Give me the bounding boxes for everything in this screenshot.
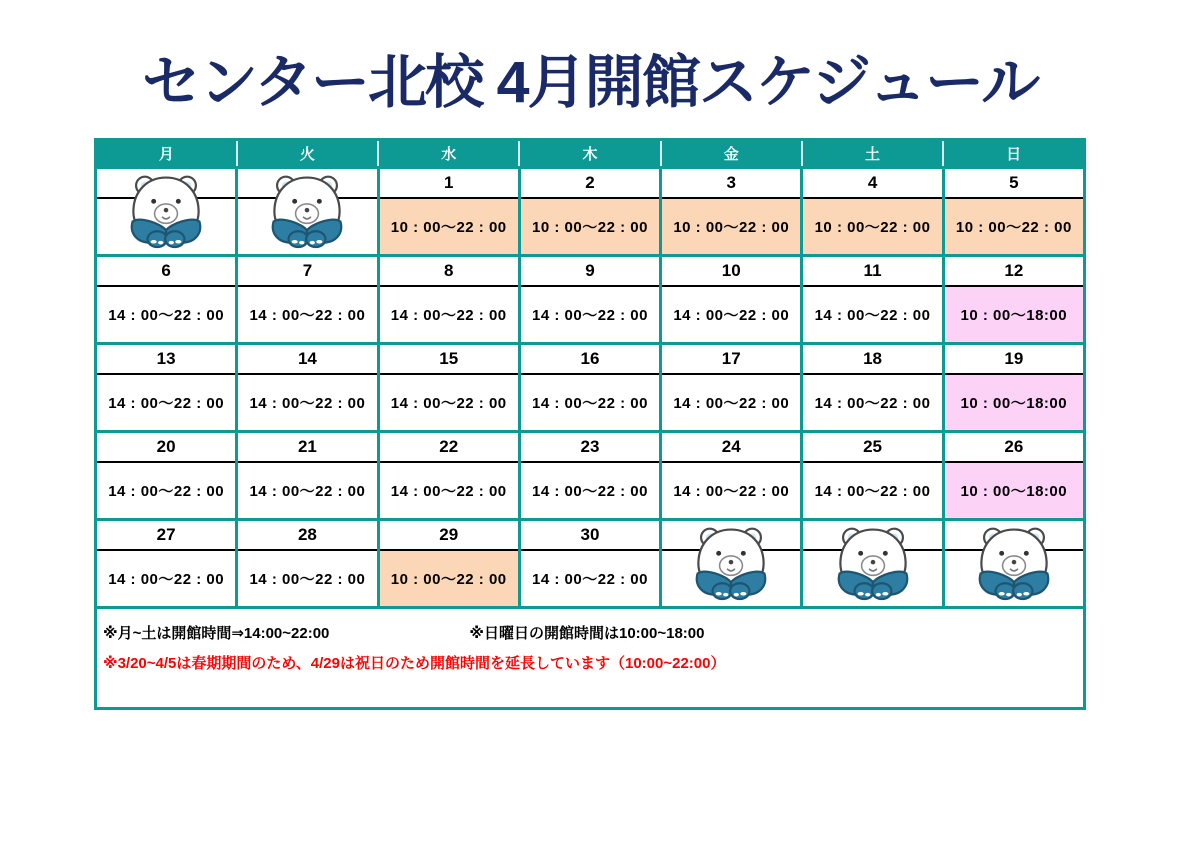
date-cell: 29	[378, 520, 519, 551]
bear-cell	[237, 168, 378, 256]
week3-date-row	[96, 344, 1085, 375]
time-cell: 14 : 00〜22 : 00	[96, 374, 237, 432]
week2-date-row	[96, 256, 1085, 287]
date-cell: 8	[378, 256, 519, 287]
weekday-header-sun: 日	[943, 140, 1084, 168]
date-cell: 23	[519, 432, 660, 463]
date-cell: 13	[96, 344, 237, 375]
time-cell: 14 : 00〜22 : 00	[96, 462, 237, 520]
time-cell: 14 : 00〜22 : 00	[378, 374, 519, 432]
date-cell: 12	[943, 256, 1084, 287]
date-cell: 19	[943, 344, 1084, 375]
time-cell: 10 : 00〜18:00	[943, 374, 1084, 432]
date-cell: 5	[943, 168, 1084, 199]
time-cell: 14 : 00〜22 : 00	[519, 374, 660, 432]
time-cell: 10 : 00〜18:00	[943, 286, 1084, 344]
date-cell: 21	[237, 432, 378, 463]
bear-icon	[970, 524, 1058, 602]
schedule-table	[94, 138, 1086, 710]
week4-date-row	[96, 432, 1085, 463]
time-cell: 14 : 00〜22 : 00	[802, 462, 943, 520]
page-title: センター北校 4月開館スケジュール	[141, 50, 1039, 115]
bear-cell	[943, 520, 1084, 608]
time-cell: 14 : 00〜22 : 00	[519, 462, 660, 520]
date-cell: 4	[802, 168, 943, 199]
week1-date-row	[96, 168, 1085, 199]
time-cell: 14 : 00〜22 : 00	[237, 550, 378, 608]
bear-icon	[263, 172, 351, 250]
date-cell: 18	[802, 344, 943, 375]
date-cell: 22	[378, 432, 519, 463]
time-cell: 14 : 00〜22 : 00	[661, 462, 802, 520]
note-sunday-hours: ※日曜日の開館時間は10:00~18:00	[469, 625, 705, 642]
notes-area	[96, 608, 1085, 709]
date-cell: 11	[802, 256, 943, 287]
date-cell: 26	[943, 432, 1084, 463]
date-cell: 25	[802, 432, 943, 463]
note-weekday-hours: ※月~土は開館時間⇒14:00~22:00	[103, 625, 330, 642]
date-cell: 10	[661, 256, 802, 287]
time-cell: 14 : 00〜22 : 00	[96, 550, 237, 608]
time-cell: 14 : 00〜22 : 00	[378, 462, 519, 520]
week4-time-row	[96, 462, 1085, 520]
date-cell: 27	[96, 520, 237, 551]
time-cell: 14 : 00〜22 : 00	[802, 286, 943, 344]
date-cell: 30	[519, 520, 660, 551]
date-cell: 28	[237, 520, 378, 551]
time-cell: 14 : 00〜22 : 00	[802, 374, 943, 432]
time-cell: 10 : 00〜22 : 00	[802, 198, 943, 256]
bear-cell	[802, 520, 943, 608]
date-cell: 16	[519, 344, 660, 375]
notes-row	[96, 608, 1085, 709]
date-cell: 17	[661, 344, 802, 375]
time-cell: 14 : 00〜22 : 00	[237, 286, 378, 344]
date-cell: 20	[96, 432, 237, 463]
date-cell: 3	[661, 168, 802, 199]
time-cell: 10 : 00〜18:00	[943, 462, 1084, 520]
bear-icon	[829, 524, 917, 602]
date-cell: 6	[96, 256, 237, 287]
bear-cell	[661, 520, 802, 608]
time-cell: 14 : 00〜22 : 00	[378, 286, 519, 344]
note-line1	[103, 622, 1077, 643]
time-cell: 10 : 00〜22 : 00	[661, 198, 802, 256]
bear-cell	[96, 168, 237, 256]
weekday-header-tue: 火	[237, 140, 378, 168]
time-cell: 10 : 00〜22 : 00	[943, 198, 1084, 256]
weekday-header-mon: 月	[96, 140, 237, 168]
time-cell: 14 : 00〜22 : 00	[237, 374, 378, 432]
bear-icon	[687, 524, 775, 602]
date-cell: 9	[519, 256, 660, 287]
time-cell: 14 : 00〜22 : 00	[661, 286, 802, 344]
time-cell: 14 : 00〜22 : 00	[661, 374, 802, 432]
date-cell: 2	[519, 168, 660, 199]
time-cell: 14 : 00〜22 : 00	[237, 462, 378, 520]
date-cell: 24	[661, 432, 802, 463]
weekday-header-fri: 金	[661, 140, 802, 168]
note-extension: ※3/20~4/5は春期期間のため、4/29は祝日のため開館時間を延長しています（10:00~22:00）	[103, 655, 726, 672]
date-cell: 15	[378, 344, 519, 375]
date-cell: 7	[237, 256, 378, 287]
weekday-header-wed: 水	[378, 140, 519, 168]
week3-time-row	[96, 374, 1085, 432]
date-cell: 1	[378, 168, 519, 199]
time-cell: 10 : 00〜22 : 00	[378, 550, 519, 608]
weekday-header-sat: 土	[802, 140, 943, 168]
weekday-header-row	[96, 140, 1085, 168]
weekday-header-thu: 木	[519, 140, 660, 168]
bear-icon	[122, 172, 210, 250]
date-cell: 14	[237, 344, 378, 375]
time-cell: 14 : 00〜22 : 00	[96, 286, 237, 344]
week5-date-row	[96, 520, 1085, 551]
week2-time-row	[96, 286, 1085, 344]
time-cell: 14 : 00〜22 : 00	[519, 286, 660, 344]
time-cell: 14 : 00〜22 : 00	[519, 550, 660, 608]
time-cell: 10 : 00〜22 : 00	[378, 198, 519, 256]
time-cell: 10 : 00〜22 : 00	[519, 198, 660, 256]
